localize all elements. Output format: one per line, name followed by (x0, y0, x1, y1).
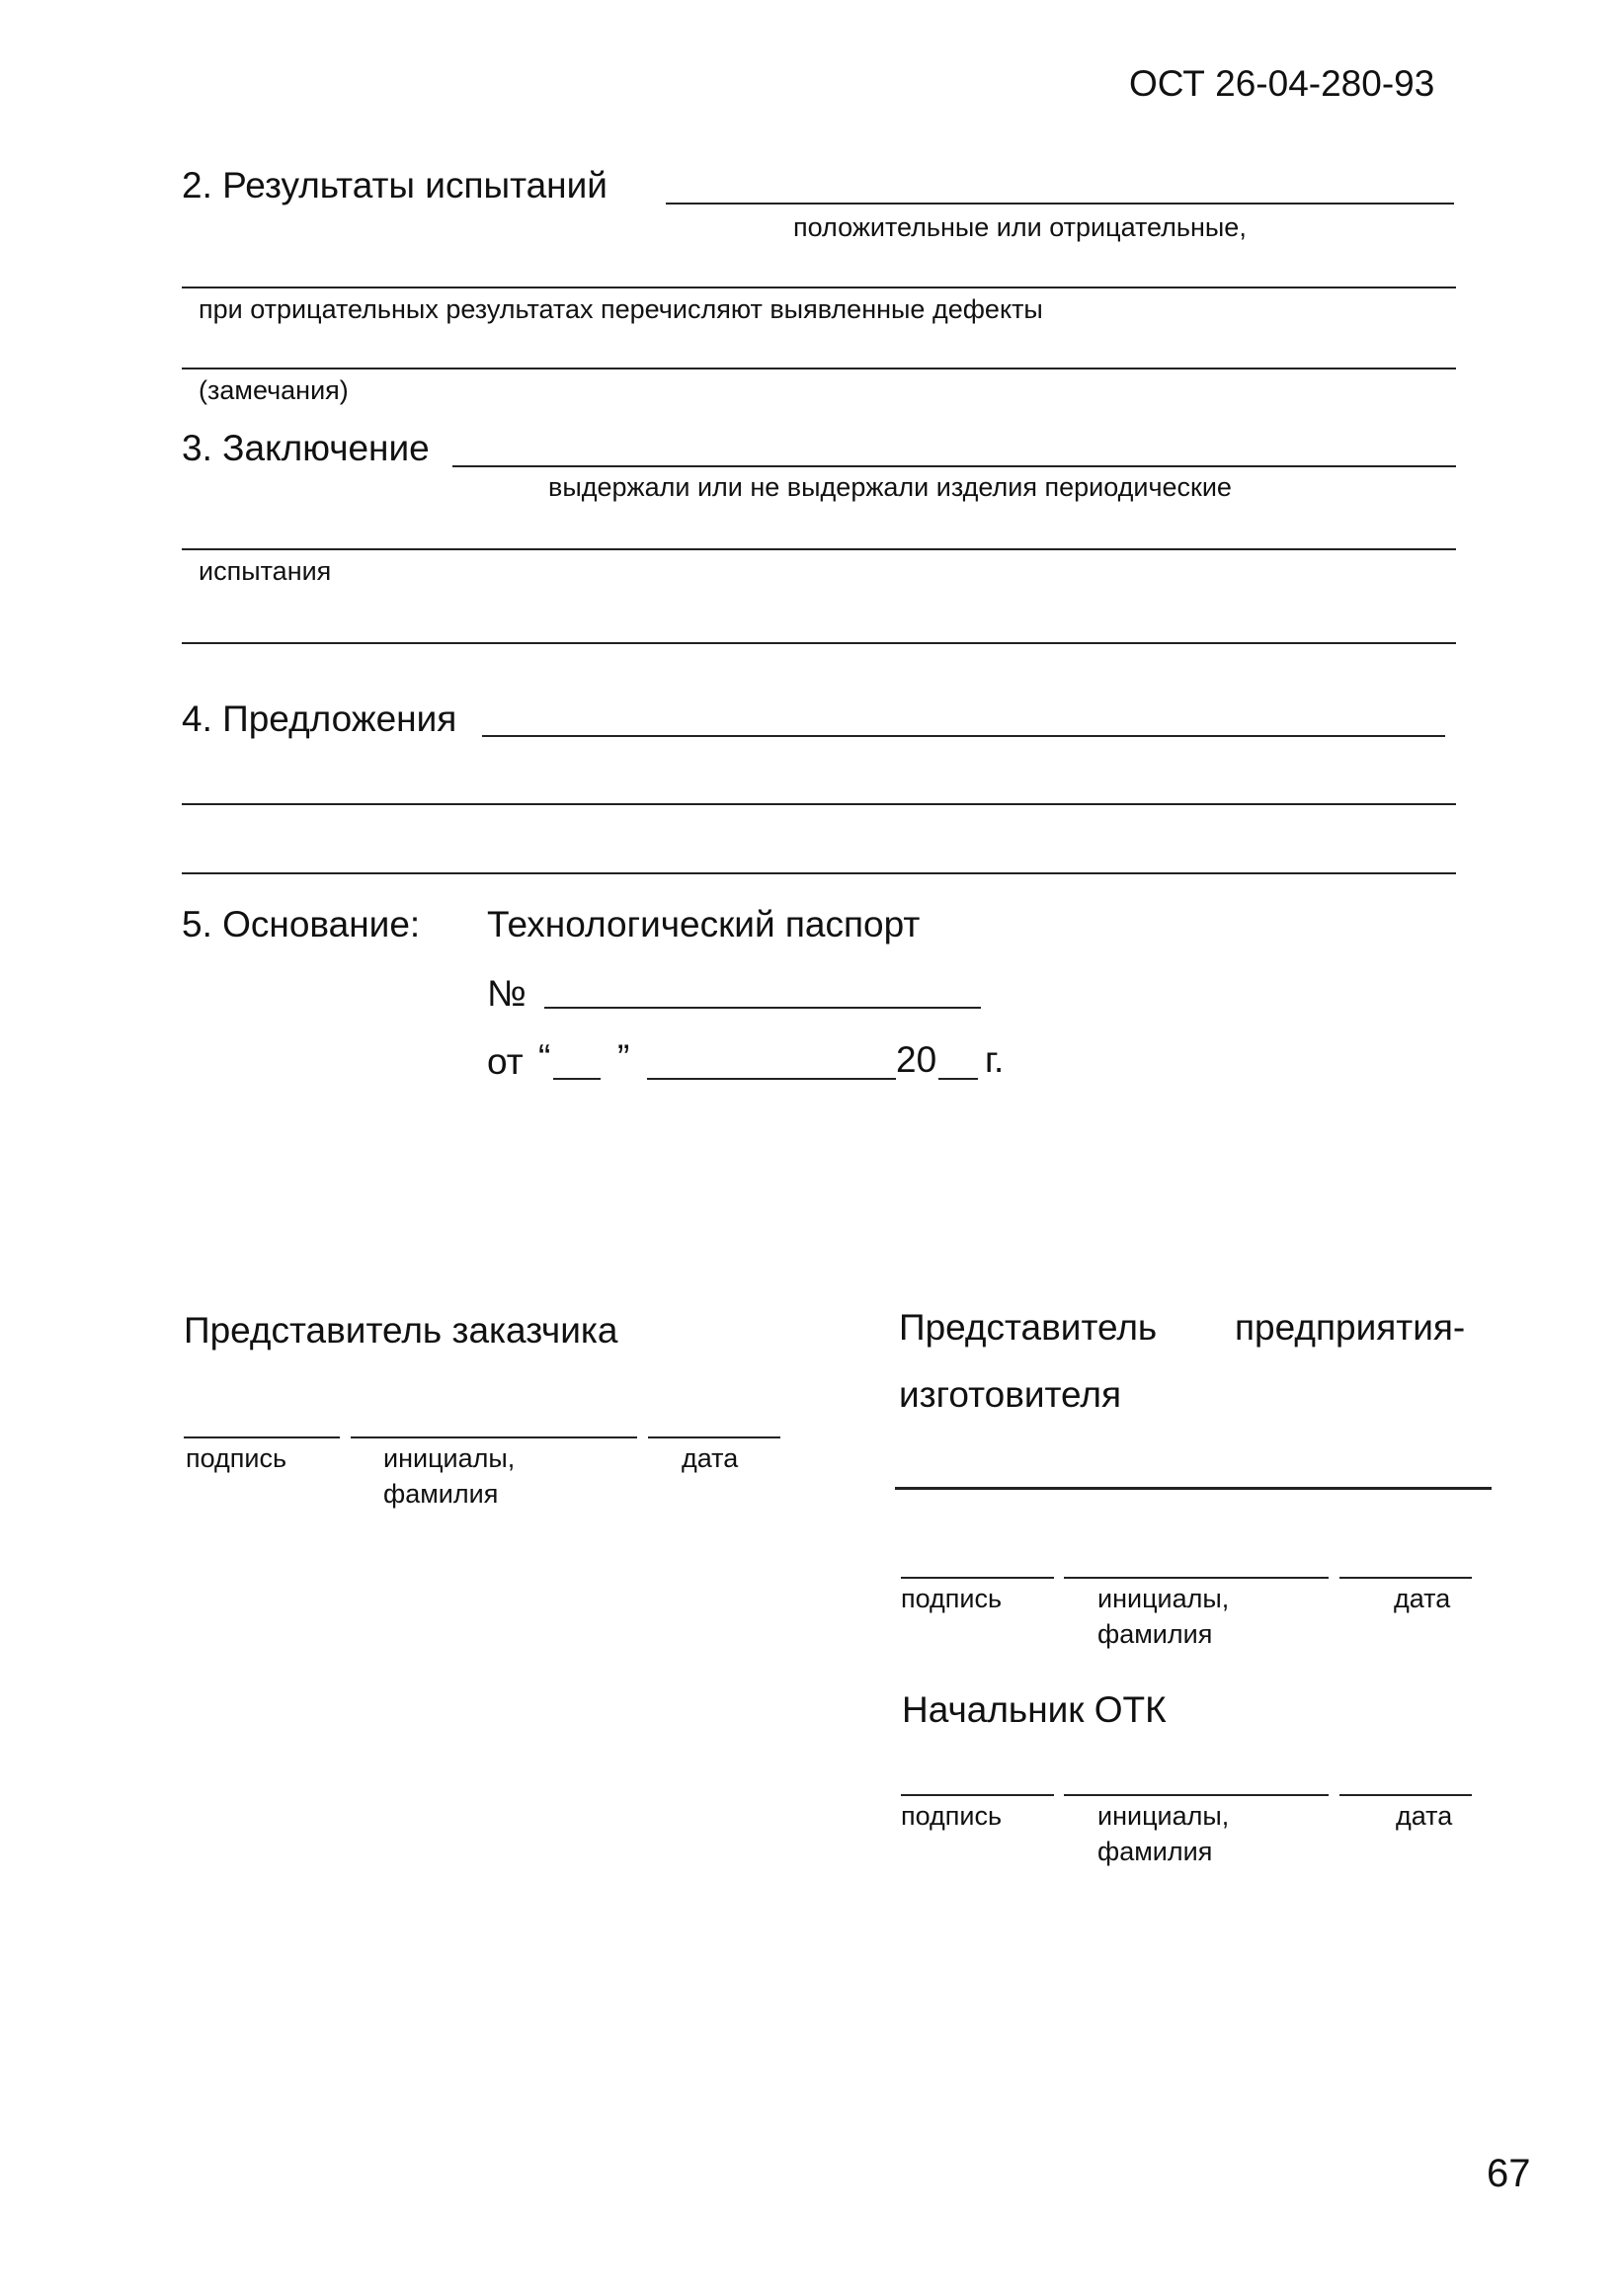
section-2-hint-3: (замечания) (199, 375, 349, 405)
manufacturer-name-line[interactable] (895, 1487, 1492, 1490)
date-from-label: от (487, 1041, 524, 1082)
quote-open: “ (538, 1037, 551, 1078)
manufacturer-date-line[interactable] (1339, 1577, 1472, 1579)
section-3-answer-line[interactable] (452, 465, 1456, 467)
section-3-hint-2: испытания (199, 556, 332, 586)
otk-signature-label: подпись (901, 1801, 1003, 1831)
otk-title: Начальник ОТК (902, 1689, 1167, 1730)
day-line[interactable] (553, 1078, 601, 1080)
customer-title: Представитель заказчика (184, 1310, 618, 1351)
section-3-line-2[interactable] (182, 548, 1456, 550)
manufacturer-surname-label: фамилия (1097, 1619, 1213, 1649)
manufacturer-signature-label: подпись (901, 1584, 1003, 1613)
section-5-title: 5. Основание: (182, 904, 421, 944)
section-2-answer-line[interactable] (666, 203, 1454, 205)
customer-initials-line[interactable] (351, 1436, 637, 1438)
passport-number-line[interactable] (544, 1007, 981, 1009)
section-4-line-3[interactable] (182, 872, 1456, 874)
otk-signature-line[interactable] (901, 1794, 1054, 1796)
section-2-line-2[interactable] (182, 287, 1456, 288)
number-label: № (487, 973, 526, 1014)
basis-document: Технологический паспорт (487, 904, 921, 944)
page-number: 67 (1487, 2152, 1531, 2195)
otk-date-label: дата (1396, 1801, 1453, 1831)
month-line[interactable] (647, 1078, 896, 1080)
section-4-title: 4. Предложения (182, 698, 457, 739)
manufacturer-initials-label: инициалы, (1097, 1584, 1230, 1613)
manufacturer-initials-line[interactable] (1064, 1577, 1329, 1579)
customer-initials-label: инициалы, (383, 1443, 516, 1473)
section-3-title: 3. Заключение (182, 428, 430, 468)
section-2-title: 2. Результаты испытаний (182, 165, 608, 205)
otk-date-line[interactable] (1339, 1794, 1472, 1796)
year-prefix: 20 (896, 1039, 937, 1080)
section-2-hint: положительные или отрицательные, (793, 212, 1247, 242)
section-3-line-3[interactable] (182, 642, 1456, 644)
manufacturer-title-word-2: предприятия- (1235, 1307, 1466, 1348)
manufacturer-date-label: дата (1394, 1584, 1451, 1613)
document-code: ОСТ 26-04-280-93 (1129, 63, 1435, 104)
section-4-answer-line[interactable] (482, 735, 1445, 737)
section-4-line-2[interactable] (182, 803, 1456, 805)
quote-close: ” (617, 1037, 630, 1078)
customer-date-line[interactable] (648, 1436, 780, 1438)
section-2-line-3[interactable] (182, 368, 1456, 369)
customer-signature-line[interactable] (184, 1436, 340, 1438)
year-suffix: г. (985, 1039, 1005, 1080)
section-3-hint: выдержали или не выдержали изделия периодические (548, 472, 1232, 502)
customer-date-label: дата (682, 1443, 739, 1473)
section-2-hint-2: при отрицательных результатах перечисляют выявленные дефекты (199, 294, 1043, 324)
otk-initials-label: инициалы, (1097, 1801, 1230, 1831)
customer-signature-label: подпись (186, 1443, 287, 1473)
year-line[interactable] (938, 1078, 978, 1080)
manufacturer-signature-line[interactable] (901, 1577, 1054, 1579)
manufacturer-title-line-2: изготовителя (899, 1374, 1122, 1415)
manufacturer-title-word-1: Представитель (899, 1307, 1158, 1348)
customer-surname-label: фамилия (383, 1479, 499, 1509)
otk-initials-line[interactable] (1064, 1794, 1329, 1796)
otk-surname-label: фамилия (1097, 1837, 1213, 1866)
